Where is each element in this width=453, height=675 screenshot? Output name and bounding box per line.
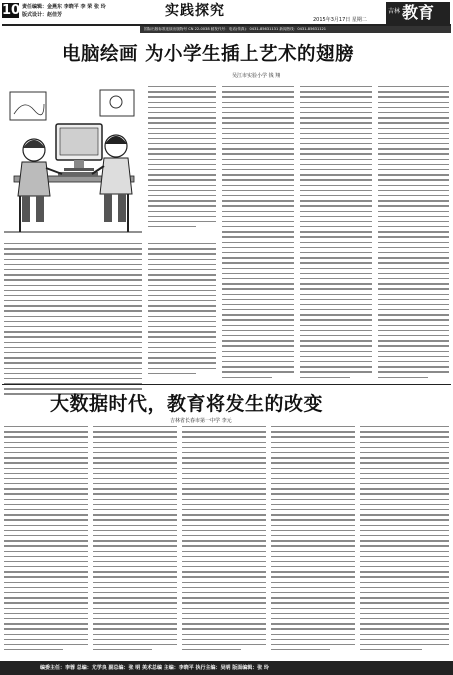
article2-col5	[360, 426, 449, 656]
article2-col3	[182, 426, 266, 656]
section-title: 实践探究	[165, 3, 225, 19]
page-number: 10	[2, 3, 21, 18]
article1-byline: 吴江市实验小学 钱 翔	[232, 73, 281, 79]
children-computer-illustration	[4, 84, 142, 236]
article2-col4	[271, 426, 355, 656]
brand-logo	[386, 2, 450, 24]
brand-small: 吉林	[388, 8, 401, 15]
article2-byline: 吉林省长春市第一中学 李元	[170, 418, 232, 424]
article2-col2	[93, 426, 177, 656]
article1-headline: 电脑绘画 为小学生插上艺术的翅膀	[62, 44, 354, 65]
article2-col1	[4, 426, 88, 656]
article1-col4	[378, 86, 449, 382]
brand-name: 教育	[402, 3, 435, 22]
masthead-sub-strip: 国际出版标准连续出版物号 CN 22-0038 邮发代号：电话(传真)：0431-85631131 新闻热线：0431-85631121	[140, 26, 451, 33]
credits-line2: 版式设计：赵佳芳	[22, 12, 63, 18]
issue-date: 2015年3月17日 星期二	[313, 17, 367, 23]
footer-bar: 编委主任：李蓉 总编：尤学良 副总编：张 明 美术总编 主编：李晓平 执行主编：吴明 版面编辑：张 玲	[0, 661, 453, 675]
credits-line1: 责任编辑：金燕东 李晓平 李 荣 张 玲	[22, 4, 106, 10]
article1-col1-top	[148, 86, 216, 236]
article1-col3	[300, 86, 372, 382]
article1-col2	[222, 86, 294, 382]
article2-headline: 大数据时代，教育将发生的改变	[50, 393, 324, 415]
article1-col1-tail	[148, 243, 216, 382]
article-divider	[2, 384, 451, 385]
